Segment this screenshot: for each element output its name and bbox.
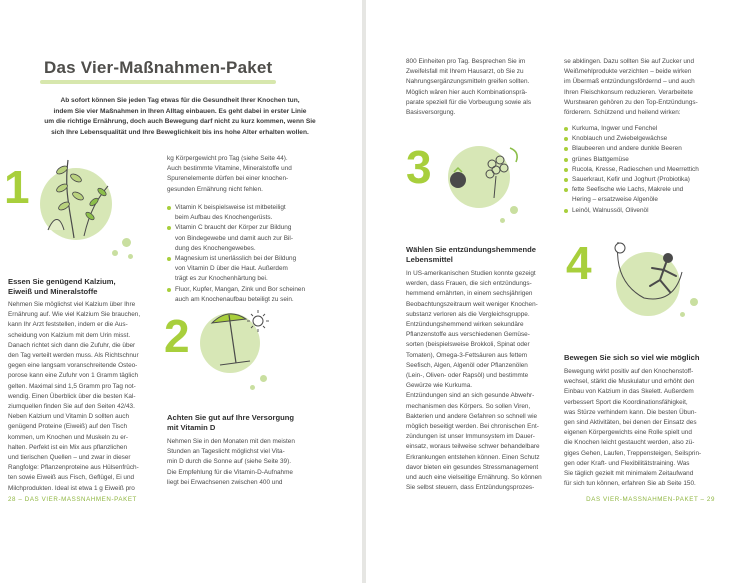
body-line: verbessert Sport die Koordinationsfähigkeit, — [564, 398, 688, 406]
list-item — [167, 285, 352, 305]
list-item-line: Blaubeeren und andere dunkle Beeren — [572, 145, 682, 153]
decor-dot — [122, 238, 131, 247]
body-line: im Übermaß entzündungsfördernd – und auch — [564, 78, 695, 86]
decor-dot — [112, 250, 118, 256]
section-2-body — [167, 437, 352, 488]
body-line: Pflanzenstoffe aus verschiedenen Gemüse- — [406, 331, 530, 339]
section-number-2: 2 — [164, 310, 190, 362]
body-line: und tierischen Quellen – und zwar in dieser — [8, 454, 131, 462]
body-line: Die Empfehlung für die Vitamin-D-Aufnahme — [167, 468, 293, 476]
sun-umbrella-illustration — [160, 305, 280, 405]
decor-dot — [680, 312, 685, 317]
body-line: gelten. Maximal sind 1,5 Gramm pro Tag not- — [8, 382, 136, 390]
body-line: werden, dass Frauen, die sich entzündungs- — [406, 280, 532, 288]
body-line: und auch eine vielseitige Ernährung. So können — [406, 474, 542, 482]
list-item — [167, 223, 352, 254]
decor-dot — [250, 385, 255, 390]
body-line: porose kann eine Zufuhr von 1 Gramm täglich — [8, 372, 139, 380]
body-line: Danach richtet sich dann die Zufuhr, die über — [8, 341, 136, 349]
left-page — [0, 0, 362, 583]
list-item-line: fette Seefische wie Lachs, Makrele und — [572, 186, 684, 194]
body-line: die Knochen leicht gestaucht werden, also zü- — [564, 439, 695, 447]
body-line: (Lein-, Oliven- oder Rapsöl) und bestimmte — [406, 372, 529, 380]
body-line: min D durch die Sonne auf (siehe Seite 39). — [167, 458, 291, 466]
body-line: sorten (beispielsweise Brokkoli, Spinat oder — [406, 341, 530, 349]
right-page — [366, 0, 729, 583]
body-line: hemmend ernährten, in einem sechsjährigen — [406, 290, 533, 298]
list-item — [564, 155, 726, 165]
page-footer-left: 28 – DAS VIER-MASSNAHMEN-PAKET — [8, 496, 137, 503]
body-line: Gewürze wie Kurkuma. — [406, 382, 473, 390]
vegetables-icon — [436, 142, 526, 212]
body-line: giges Gehen, Laufen, Treppensteigen, Seilsprin- — [564, 449, 702, 457]
body-line: Seefisch, Algen, Algenöl oder Pflanzenölen — [406, 361, 528, 369]
body-line: ten sowie Eiweiß aus Fisch, Geflügel, Ei und — [8, 474, 135, 482]
body-line: kommen, um Knochen und Muskeln zu er- — [8, 433, 129, 441]
list-item-line: Vitamin K beispielsweise ist mitbeteiligt — [175, 204, 286, 211]
jump-rope-illustration — [564, 232, 714, 332]
list-item — [564, 124, 726, 134]
beach-umbrella-icon — [206, 305, 270, 375]
body-line: wechsel, stärkt die Muskulatur und erhöht den — [564, 378, 695, 386]
body-line: Basisversorgung. — [406, 109, 456, 117]
body-line: Nehmen Sie möglichst viel Kalzium über Ihre — [8, 301, 136, 308]
list-item-line: Vitamin C braucht der Körper zur Bildung — [175, 224, 292, 232]
list-item-line: grünes Blattgemüse — [572, 155, 629, 163]
body-line: kann Ihr Arzt feststellen, indem er die Aus- — [8, 321, 128, 329]
list-item — [564, 165, 726, 175]
list-item-line: Magnesium ist unerlässlich bei der Bildung — [175, 255, 297, 263]
list-item — [564, 144, 726, 154]
body-line: Bakterien und andere Gefahren so schnell wie — [406, 412, 538, 420]
decor-dot — [510, 206, 518, 214]
body-line: Zweifelsfall mit Ihrem Hausarzt, ob Sie zu — [406, 68, 524, 76]
body-line: Weißmehlprodukte verzichten – beide wirken — [564, 68, 692, 76]
body-line: liegt bei Erwachsenen zwischen 400 und — [167, 478, 283, 486]
list-item — [167, 203, 352, 223]
jumping-person-icon — [604, 232, 704, 312]
section-4-heading — [564, 353, 726, 363]
intro-line: indem Sie vier Maßnahmen in Ihren Alltag einbauen. Es geht dabei in erster Linie — [53, 107, 307, 115]
body-line: substanz verloren als die Vergleichsgruppe. — [406, 310, 530, 318]
section-3-heading — [406, 245, 576, 265]
herb-leaves-icon — [34, 150, 114, 240]
body-line: Einbau von Kalzium in das Skelett. Außerdem — [564, 388, 694, 396]
heading-line: Essen Sie genügend Kalzium, — [8, 277, 116, 286]
body-line: Wurstwaren gehören zu den Top-Entzündungs- — [564, 98, 698, 106]
body-line: Bewegung wirkt positiv auf den Knochenstoff- — [564, 368, 694, 375]
body-line: gegen eine langsam voranschreitende Osteo- — [8, 362, 138, 370]
decor-dot — [500, 218, 505, 223]
herbs-illustration — [0, 150, 150, 270]
body-line: Stunden an Tageslicht möglichst viel Vita- — [167, 448, 285, 456]
intro-line: Ab sofort können Sie jeden Tag etwas für die Gesundheit Ihrer Knochen tun, — [60, 97, 300, 104]
section-3-body — [406, 269, 586, 493]
body-line: Nahrungsergänzungsmitteln greifen sollten. — [406, 78, 530, 86]
body-line: Erkrankungen entstehen können. Einen Schutz — [406, 453, 540, 461]
section-1-body — [8, 300, 170, 494]
list-item-line: von Bindegewebe und damit auch zur Bil- — [175, 234, 293, 242]
body-line: gen sind Aktivitäten, bei denen der Einsatz des — [564, 419, 697, 427]
section-number-1: 1 — [4, 161, 30, 213]
list-item — [564, 134, 726, 144]
list-item — [564, 185, 726, 205]
list-item-line: Sauerkraut, Kefir und Joghurt (Probiotika) — [572, 176, 690, 184]
intro-line: um die richtige Ernährung, doch auch Bewegung darf nicht zu kurz kommen, wenn Sie — [44, 118, 316, 126]
list-item-line: auch am Knochenaufbau beteiligt zu sein. — [175, 295, 294, 303]
body-line: möglich beseitigt werden. Bei chronischen Ent- — [406, 423, 539, 431]
body-line: Entzündungen sind an sich gesunde Abwehr- — [406, 392, 535, 400]
list-item-line: dung des Knochengewebes. — [175, 244, 256, 252]
heading-line: Eiweiß und Mineralstoffe — [8, 287, 98, 296]
body-line: zündungen ist unser Immunsystem im Dauer- — [406, 433, 535, 441]
heading-line: mit Vitamin D — [167, 423, 216, 432]
nutrient-bullet-list — [167, 203, 352, 305]
list-item-line: Hering – ersatzweise Algenöle — [572, 196, 658, 204]
list-item-line: Leinöl, Walnussöl, Olivenöl — [572, 206, 649, 214]
section-2-body-continued — [406, 57, 566, 118]
body-line: In US-amerikanischen Studien konnte gezeigt — [406, 270, 536, 277]
list-item-line: Knoblauch und Zwiebelgewächse — [572, 135, 668, 143]
section-2-heading — [167, 413, 347, 433]
intro-text — [8, 96, 352, 138]
body-line: 800 Einheiten pro Tag. Besprechen Sie im — [406, 58, 526, 65]
body-line: parate speziell für die Vorbeugung sowie als — [406, 98, 532, 106]
body-line: förderern. Schützend und heilend wirken: — [564, 109, 681, 117]
section-4-body — [564, 367, 726, 489]
body-line: Neben Kalzium und Vitamin D sollten auch — [8, 413, 130, 421]
heading-line: Lebensmittel — [406, 255, 453, 264]
decor-dot — [690, 298, 698, 306]
body-line: Ihren Fleischkonsum reduzieren. Verarbeitete — [564, 88, 693, 96]
body-line: davor bieten ein gesundes Stressmanagement — [406, 463, 539, 471]
list-item-line: Rucola, Kresse, Radieschen und Meerrettich — [572, 165, 699, 173]
heading-line: Wählen Sie entzündungshemmende — [406, 245, 536, 254]
body-line: Milchprodukten. Ideal ist etwa 1 g Eiweiß pro — [8, 484, 135, 492]
list-item-line: von Vitamin D über die Haut. Außerdem — [175, 265, 288, 273]
section-number-3: 3 — [406, 141, 432, 193]
body-line: scheidung von Kalzium mit dem Urin misst. — [8, 331, 131, 339]
decor-dot — [128, 254, 133, 259]
title-underline — [40, 80, 276, 84]
body-line: se abklingen. Dazu sollten Sie auf Zucker und — [564, 58, 695, 65]
heading-line: Achten Sie gut auf Ihre Versorgung — [167, 413, 295, 422]
list-item-line: Kurkuma, Ingwer und Fenchel — [572, 125, 658, 132]
body-line: eigenen Körpergewichts eine Rolle spielt und — [564, 429, 692, 437]
body-line: ziumquellen finden Sie auf den Seiten 42/43. — [8, 403, 135, 411]
list-item-line: trägt es zur Knochenhärtung bei. — [175, 275, 268, 283]
body-line: Rangfolge: Pflanzenproteine aus Hülsenfrüch- — [8, 464, 139, 472]
body-line: kg Körpergewicht pro Tag (siehe Seite 44). — [167, 155, 288, 162]
intro-line: sich Ihre Lebensqualität und Ihre Beweglichkeit bis ins hohe Alter erhalten wollen. — [51, 128, 309, 136]
list-item-line: Fluor, Kupfer, Mangan, Zink und Bor scheinen — [175, 285, 306, 293]
body-line: Beobachtungszeitraum weit weniger Knochen- — [406, 300, 538, 308]
body-line: Sie selbst steuern, dass Entzündungsprozes- — [406, 484, 535, 492]
body-line: den Tag verteilt werden muss. Als Richtschnur — [8, 352, 139, 360]
body-line: Entzündungshemmend wirken sekundäre — [406, 321, 524, 329]
vegetables-illustration — [404, 140, 534, 240]
body-line: einsatz, woraus teilweise schwer behandelbare — [406, 443, 540, 451]
body-line: Nehmen Sie in den Monaten mit den meisten — [167, 438, 295, 445]
body-line: Sie täglich gezielt mit minimalem Zeitaufwand — [564, 470, 694, 478]
body-line: was Stürze verhindern kann. Die besten Übun- — [564, 408, 697, 416]
list-item — [564, 175, 726, 185]
body-line: Ernährung auf. Wie viel Kalzium Sie brauchen, — [8, 311, 141, 319]
page-footer-right: DAS VIER-MASSNAHMEN-PAKET – 29 — [586, 496, 715, 503]
section-3-body-continued — [564, 57, 726, 118]
section-1-body-continued — [167, 154, 347, 195]
list-item — [167, 254, 352, 285]
body-line: Möglich wären hier auch Kombinationsprä- — [406, 88, 528, 96]
body-line: Tomaten), Omega-3-Fettsäuren aus fettem — [406, 351, 528, 359]
body-line: halten. Perfekt ist ein Mix aus pflanzlichen — [8, 443, 127, 451]
page-title: Das Vier-Maßnahmen-Paket — [44, 58, 273, 77]
body-line: genügend Proteine (Eiweiß) auf den Tisch — [8, 423, 128, 431]
section-number-4: 4 — [566, 237, 592, 289]
decor-dot — [260, 375, 267, 382]
heading-line: Bewegen Sie sich so viel wie möglich — [564, 353, 700, 362]
body-line: Spurenelemente dürfen bei einer knochen- — [167, 175, 289, 183]
body-line: mechanismen des Körpers. So sollen Viren, — [406, 402, 531, 410]
list-item — [564, 206, 726, 216]
body-line: gen oder Kraft- und Flexibilitätstraining. Was — [564, 459, 690, 467]
body-line: für sich tun können, erfahren Sie ab Seite 150. — [564, 480, 696, 488]
body-line: gesunden Ernährung nicht fehlen. — [167, 185, 263, 193]
list-item-line: beim Aufbau des Knochengerüsts. — [175, 214, 273, 222]
body-line: wendig. Einen Überblick über die besten Kal- — [8, 392, 136, 400]
anti-inflammatory-food-list — [564, 124, 726, 216]
body-line: Auch bestimmte Vitamine, Mineralstoffe und — [167, 165, 292, 173]
section-1-heading — [8, 277, 158, 297]
